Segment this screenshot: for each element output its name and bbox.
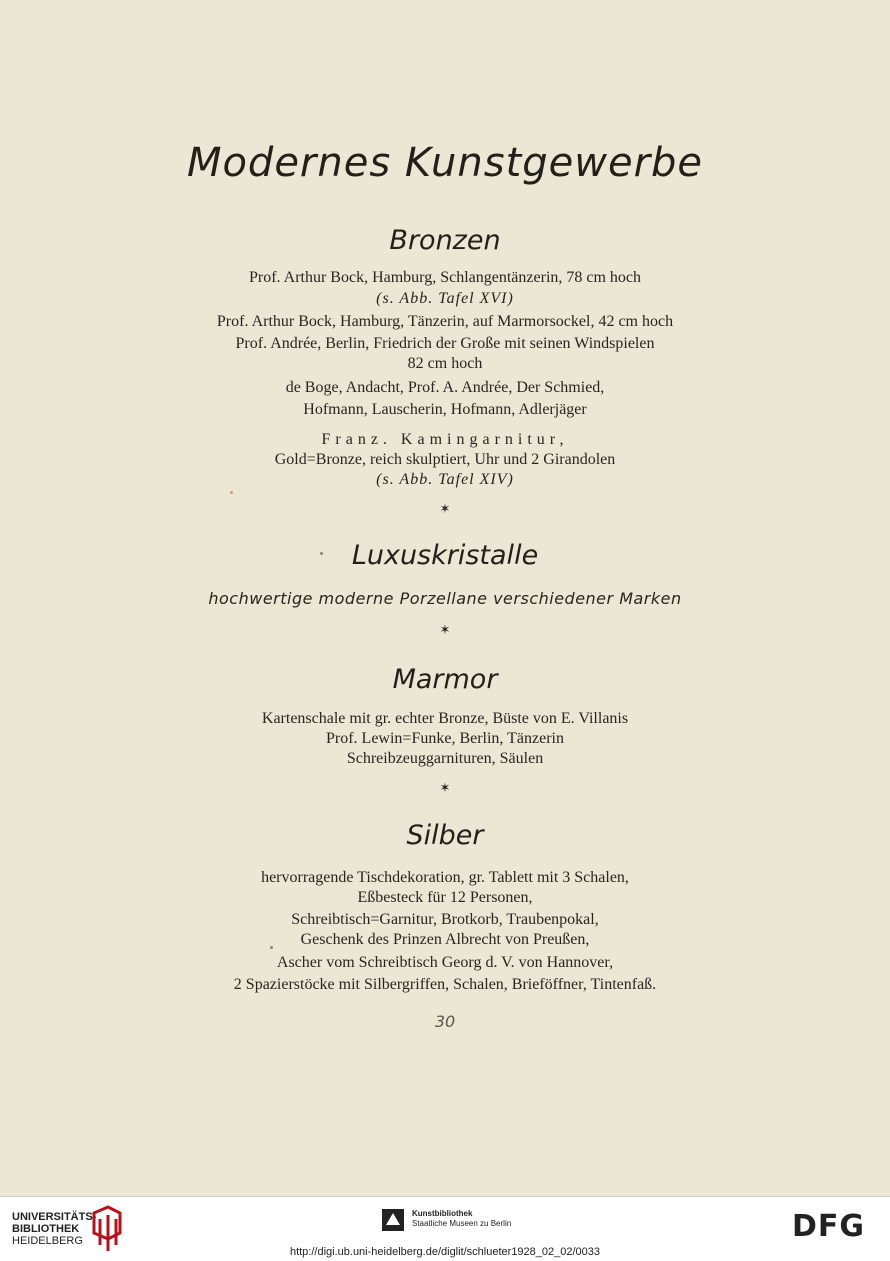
kunstbibliothek-label[interactable] [412, 1209, 511, 1229]
marmor-line-3: Schreibzeuggarnituren, Säulen [346, 750, 544, 767]
bronzen-line-10: (s. Abb. Tafel XIV) [376, 471, 514, 488]
silber-line-5: Ascher vom Schreibtisch Georg d. V. von Hannover, [276, 954, 614, 971]
kb-line-1: Kunstbibliothek [412, 1209, 473, 1218]
silber-line-6: 2 Spazierstöcke mit Silbergriffen, Schalen, Brieföffner, Tintenfaß. [233, 976, 657, 993]
ub-line-3: HEIDELBERG [12, 1235, 83, 1247]
bronzen-line-3: Prof. Arthur Bock, Hamburg, Tänzerin, auf Marmorsockel, 42 cm hoch [216, 313, 674, 330]
paper-speck [270, 946, 273, 949]
kb-line-2: Staatliche Museen zu Berlin [412, 1219, 512, 1228]
silber-line-1: hervorragende Tischdekoration, gr. Tablett mit 3 Schalen, [261, 869, 629, 886]
bronzen-line-9: Gold=Bronze, reich skulptiert, Uhr und 2 Girandolen [274, 451, 616, 468]
silber-line-4: Geschenk des Prinzen Albrecht von Preußen, [300, 931, 590, 948]
heading-silber: Silber [406, 820, 484, 851]
heading-bronzen: Bronzen [389, 225, 501, 256]
ub-line-2: BIBLIOTHEK [12, 1223, 80, 1235]
bronzen-line-4: Prof. Andrée, Berlin, Friedrich der Große mit seinen Windspielen [235, 335, 655, 352]
separator-star-1: ✶ [439, 502, 451, 517]
heading-marmor: Marmor [392, 664, 498, 695]
heading-luxuskristalle: Luxuskristalle [351, 540, 539, 571]
bronzen-line-2: (s. Abb. Tafel XVI) [376, 290, 514, 307]
bronzen-line-1: Prof. Arthur Bock, Hamburg, Schlangentänzerin, 78 cm hoch [248, 269, 642, 286]
page-title: Modernes Kunstgewerbe [186, 140, 704, 186]
marmor-line-2: Prof. Lewin=Funke, Berlin, Tänzerin [325, 730, 564, 747]
kunstbibliothek-logo-icon[interactable] [380, 1207, 406, 1233]
bronzen-line-8: Franz. Kamingarnitur, [321, 431, 569, 448]
paper-speck [230, 491, 233, 494]
permalink-url[interactable]: http://digi.ub.uni-heidelberg.de/diglit/schlueter1928_02_02/0033 [289, 1246, 601, 1258]
paper-speck [320, 552, 323, 555]
ub-heidelberg-label[interactable] [12, 1211, 96, 1247]
silber-line-2: Eßbesteck für 12 Personen, [357, 889, 533, 906]
dfg-logo[interactable]: DFG [792, 1209, 866, 1244]
luxus-subline: hochwertige moderne Porzellane verschiedener Marken [208, 589, 682, 608]
separator-star-2: ✶ [439, 623, 451, 638]
page-number: 30 [434, 1012, 456, 1031]
bronzen-line-7: Hofmann, Lauscherin, Hofmann, Adlerjäger [303, 401, 587, 418]
bronzen-line-6: de Boge, Andacht, Prof. A. Andrée, Der Schmied, [285, 379, 605, 396]
ub-line-1: UNIVERSITÄTS- [12, 1211, 97, 1223]
bronzen-line-5: 82 cm hoch [407, 355, 483, 372]
silber-line-3: Schreibtisch=Garnitur, Brotkorb, Traubenpokal, [291, 911, 599, 928]
separator-star-3: ✶ [439, 781, 451, 796]
marmor-line-1: Kartenschale mit gr. echter Bronze, Büste von E. Villanis [261, 710, 629, 727]
